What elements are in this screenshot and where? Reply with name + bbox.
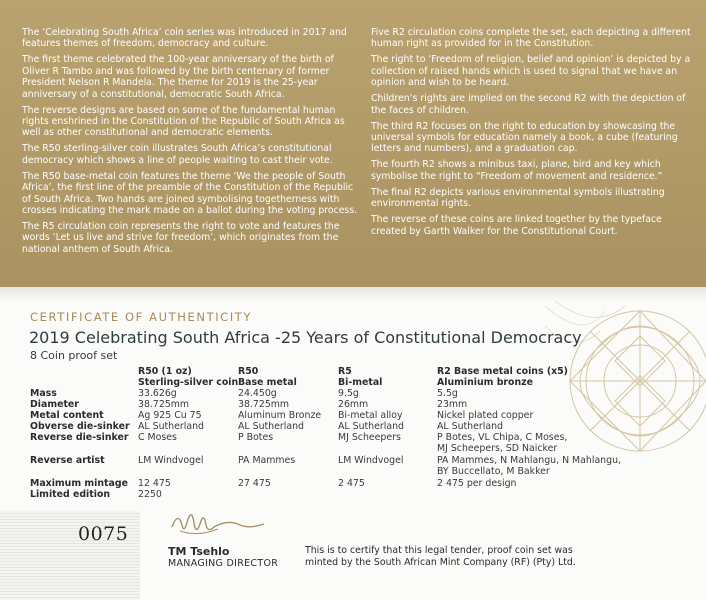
row-label: Mass (30, 388, 57, 399)
certificate-card (0, 301, 706, 600)
table-cell: 5.5g (437, 388, 458, 399)
table-cell: 2250 (138, 489, 162, 500)
row-label: Metal content (30, 410, 104, 421)
row-label: Reverse artist (30, 455, 105, 466)
column-header: Base metal (238, 377, 297, 388)
info-paragraph: The reverse of these coins are linked together by the typeface created by Garth Walker for the Constitutional Court. (371, 214, 662, 237)
info-paragraph: The R5 circulation coin represents the right to vote and features the words ‘Let us live and strive for freedom’, which originates from the national anthem of South Africa. (22, 221, 340, 255)
table-cell: 33.626g (138, 388, 177, 399)
table-cell: 9.5g (338, 388, 359, 399)
table-cell-continued: BY Buccellato, M Bakker (437, 466, 550, 477)
row-label: Reverse die-sinker (30, 432, 129, 443)
serial-number: 0075 (78, 523, 129, 545)
signatory-name: TM Tsehlo (168, 545, 230, 558)
table-cell: PA Mammes (238, 455, 296, 466)
table-cell: 26mm (338, 399, 369, 410)
table-cell: AL Sutherland (437, 421, 503, 432)
column-header: R2 Base metal coins (x5) (437, 366, 568, 377)
info-paragraph: The R50 sterling-silver coin illustrates South Africa’s constitutional democracy which shows a line of people waiting to cast their vote. (22, 143, 333, 166)
certification-statement: This is to certify that this legal tender, proof coin set was minted by the South African Mint Company (RF) (Pty) Ltd. (305, 545, 576, 569)
certificate-subtitle: 8 Coin proof set (30, 349, 118, 362)
row-label: Maximum mintage (30, 478, 128, 489)
info-paragraph: The fourth R2 shows a minibus taxi, plane, bird and key which symbolise the right to “Freedom of movement and residence.” (371, 159, 663, 182)
table-cell: 12 475 (138, 478, 171, 489)
table-cell: MJ Scheepers (338, 432, 401, 443)
info-paragraph: The third R2 focuses on the right to education by showcasing the universal symbols for education namely a book, a cube (featuring letters and numbers), and a graduation cap. (371, 120, 678, 155)
row-label: Diameter (30, 399, 79, 410)
info-paragraph: Children’s rights are implied on the second R2 with the depiction of the faces of children. (371, 93, 686, 116)
info-paragraph: The right to ‘Freedom of religion, belief and opinion’ is depicted by a collection of raised hands which is used to signal that we have an opinion and wish to be heard. (371, 54, 691, 89)
table-cell-continued: MJ Scheepers, SD Naicker (437, 443, 558, 454)
certificate-heading: CERTIFICATE OF AUTHENTICITY (30, 310, 253, 324)
signature (168, 507, 268, 543)
table-cell: Bi-metal alloy (338, 410, 403, 421)
table-cell: Ag 925 Cu 75 (138, 410, 202, 421)
info-paragraph: The first theme celebrated the 100-year anniversary of the birth of Oliver R Tambo and was followed by the birth centenary of former President Nelson R Mandela. The theme for 2019 is the 25-year anniversary of a constitutional, democratic South Africa. (22, 54, 334, 100)
column-header: R5 (338, 366, 352, 377)
table-cell: AL Sutherland (238, 421, 304, 432)
table-cell: 23mm (437, 399, 468, 410)
table-cell: P Botes, VL Chipa, C Moses, (437, 432, 568, 443)
info-panel (0, 0, 706, 287)
column-header: R50 (238, 366, 259, 377)
column-header: Sterling-silver coin (138, 377, 239, 388)
info-column-right (371, 27, 691, 242)
fold-divider (0, 287, 706, 301)
table-cell: C Moses (138, 432, 177, 443)
table-cell: 38.725mm (238, 399, 290, 410)
row-label: Limited edition (30, 489, 111, 500)
info-paragraph: The reverse designs are based on some of the fundamental human rights enshrined in the Constitution of the Republic of South Africa as well as other constitutional and democratic elements. (22, 104, 345, 139)
table-cell: P Botes (238, 432, 274, 443)
column-header: Aluminium bronze (437, 377, 533, 388)
info-paragraph: The ‘Celebrating South Africa’ coin series was introduced in 2017 and features themes of freedom, democracy and culture. (22, 27, 347, 50)
column-header: Bi-metal (338, 377, 383, 388)
table-cell: AL Sutherland (338, 421, 404, 432)
table-cell: 2 475 (338, 478, 365, 489)
column-header: R50 (1 oz) (138, 366, 192, 377)
row-label: Obverse die-sinker (30, 421, 130, 432)
info-column-left (22, 27, 358, 260)
table-cell: LM Windvogel (338, 455, 404, 466)
info-paragraph: Five R2 circulation coins complete the set, each depicting a different human right as provided for in the Constitution. (371, 27, 691, 50)
table-cell: AL Sutherland (138, 421, 204, 432)
table-cell: PA Mammes, N Mahlangu, N Mahlangu, (437, 455, 622, 466)
table-cell: 27 475 (238, 478, 271, 489)
table-cell: LM Windvogel (138, 455, 204, 466)
signatory-title: MANAGING DIRECTOR (168, 558, 279, 569)
info-paragraph: The final R2 depicts various environmental symbols illustrating environmental rights. (371, 186, 665, 210)
table-cell: Nickel plated copper (437, 410, 534, 421)
certificate-title: 2019 Celebrating South Africa -25 Years of Constitutional Democracy (29, 328, 582, 347)
info-paragraph: The R50 base-metal coin features the theme ‘We the people of South Africa’, the first line of the preamble of the Constitution of the Republic of South Africa. Two hands are joined symbolising togetherness with crosses indicating the mark made on a ballot during the voting process. (22, 170, 358, 217)
table-cell: 24.450g (238, 388, 277, 399)
table-cell: Aluminum Bronze (238, 410, 322, 421)
table-cell: 38.725mm (138, 399, 190, 410)
table-cell: 2 475 per design (437, 478, 517, 489)
